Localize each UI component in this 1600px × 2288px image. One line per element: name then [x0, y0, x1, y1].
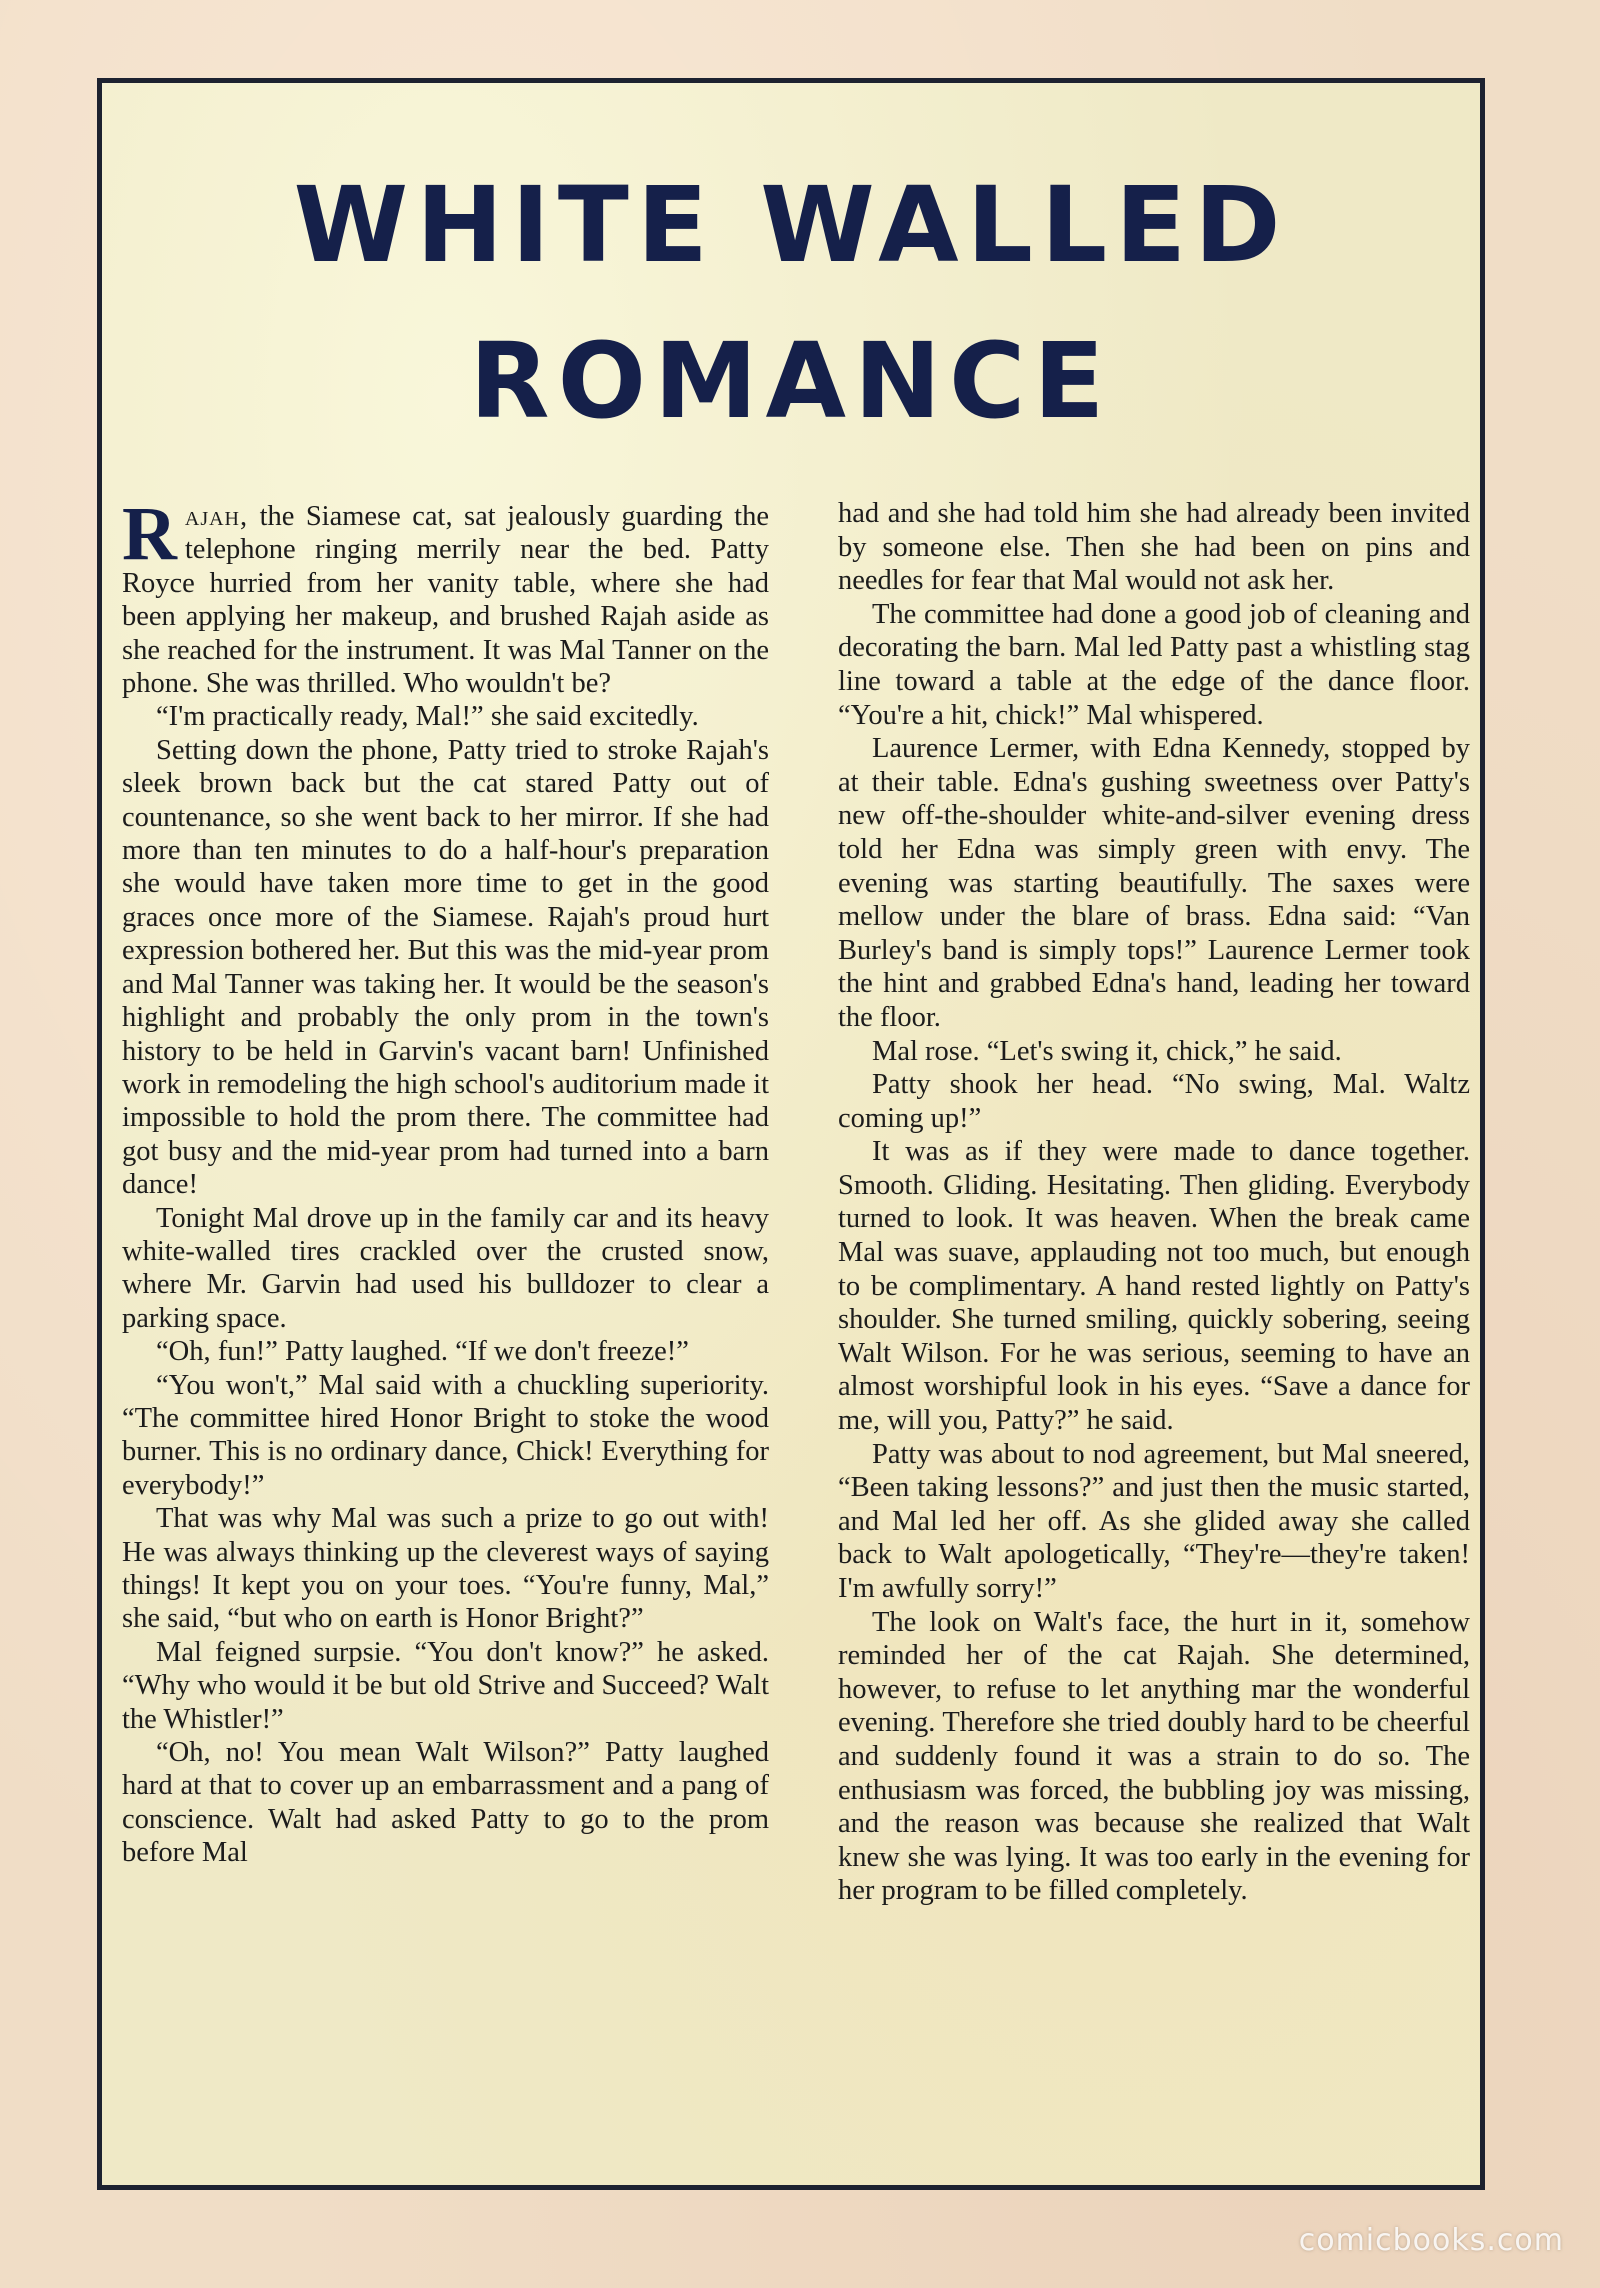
site-watermark: comicbooks.com [1298, 2223, 1564, 2258]
paragraph: Setting down the phone, Patty tried to stroke Rajah's sleek brown back but the cat stared Patty out of countenance, so she went back to her mirror. If she had more than ten minutes to do a half-hour's preparation she would have taken more time to get in the good graces once more of the Siamese. Rajah's proud hurt expression bothered her. But this was the mid-year prom and Mal Tanner was taking her. It would be the season's highlight and probably the only prom in the town's history to be held in Garvin's vacant barn! Unfinished work in remodeling the high school's auditorium made it impossible to hold the prom there. The committee had got busy and the mid-year prom had turned into a barn dance! [122, 734, 769, 1201]
paragraph: Mal rose. “Let's swing it, chick,” he said. [872, 1035, 1342, 1067]
drop-cap: R [122, 492, 177, 576]
right-column [838, 497, 1470, 1908]
paragraph: The committee had done a good job of cleaning and decorating the barn. Mal led Patty past a whistling stag line toward a table at the edge of the dance floor. “You're a hit, chick!” Mal whispered. [838, 598, 1470, 731]
paragraph: That was why Mal was such a prize to go out with! He was always thinking up the cleverest ways of saying things! It kept you on your toes. “You're funny, Mal,” she said, “but who on earth is Honor Bright?” [122, 1503, 769, 1635]
story-title-line-1: WHITE WALLED [293, 164, 1289, 286]
paragraph: The look on Walt's face, the hurt in it, somehow reminded her of the cat Rajah. She determined, however, to refuse to let anything mar the wonderful evening. Therefore she tried doubly hard to be cheerful and suddenly found it was a strain to do so. The enthusiasm was forced, the bubbling joy was missing, and the reason was because she realized that Walt knew she was lying. It was too early in the evening for her program to be filled completely. [838, 1606, 1470, 1907]
paragraph: Mal feigned surpsie. “You don't know?” he asked. “Why who would it be but old Strive and Succeed? Walt the Whistler!” [122, 1636, 769, 1735]
story-frame [97, 78, 1485, 2190]
first-paragraph-text: the Siamese cat, sat jealously guarding the telephone ringing merrily near the bed. Patty Royce hurried from her vanity table, where she had been applying her makeup, and brushed Rajah aside as she reached for the instrument. It was Mal Tanner on the phone. She was thrilled. Who wouldn't be? [122, 501, 769, 700]
first-paragraph [122, 492, 769, 700]
paragraph: It was as if they were made to dance together. Smooth. Gliding. Hesitating. Then gliding. Everybody turned to look. It was heaven. When the break came Mal was suave, applauding not too much, but enough to be complimentary. A hand rested lightly on Patty's shoulder. She turned smiling, quickly sobering, seeing Walt Wilson. For he was serious, seeming to have an almost worshipful look in his eyes. “Save a dance for me, will you, Patty?” he said. [838, 1136, 1470, 1437]
paragraph: “I'm practically ready, Mal!” she said excitedly. [156, 701, 699, 733]
paragraph: Patty shook her head. “No swing, Mal. Waltz coming up!” [838, 1069, 1470, 1134]
paragraph-continued: had and she had told him she had already been invited by someone else. Then she had been on pins and needles for fear that Mal would not ask her. [838, 498, 1470, 597]
paragraph: Patty was about to nod agreement, but Mal sneered, “Been taking lessons?” and just then the music started, and Mal led her off. As she glided away she called back to Walt apologetically, “They're—they're taken! I'm awfully sorry!” [838, 1438, 1470, 1604]
paragraph: “Oh, fun!” Patty laughed. “If we don't freeze!” [156, 1336, 689, 1368]
paragraph: Tonight Mal drove up in the family car and its heavy white-walled tires crackled over the crusted snow, where Mr. Garvin had used his bulldozer to clear a parking space. [122, 1202, 769, 1334]
story-title-line-2: ROMANCE [469, 320, 1113, 442]
paragraph: “Oh, no! You mean Walt Wilson?” Patty laughed hard at that to cover up an embarrassment and a pang of conscience. Walt had asked Patty to go to the prom before Mal [122, 1737, 769, 1869]
paragraph: Laurence Lermer, with Edna Kennedy, stopped by at their table. Edna's gushing sweetness over Patty's new off-the-shoulder white-and-silver evening dress told her Edna was simply green with envy. The evening was starting beautifully. The saxes were mellow under the blare of brass. Edna said: “Van Burley's band is simply tops!” Laurence Lermer took the hint and grabbed Edna's hand, leading her toward the floor. [838, 733, 1470, 1033]
paragraph: “You won't,” Mal said with a chuckling superiority. “The committee hired Honor Bright to stoke the wood burner. This is no ordinary dance, Chick! Everything for everybody!” [122, 1369, 769, 1501]
lead-word: ajah, [184, 501, 249, 532]
left-column [122, 492, 769, 1870]
